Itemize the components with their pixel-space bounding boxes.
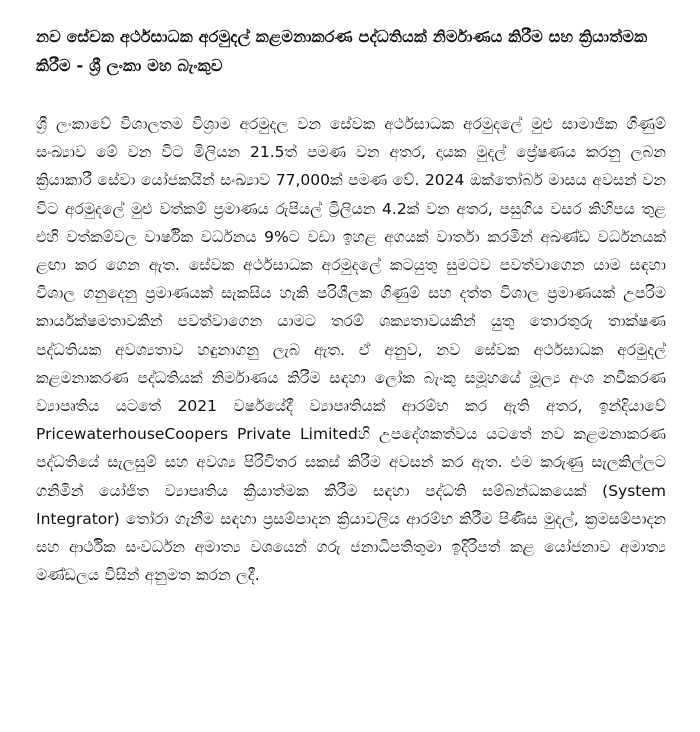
document-title: නව සේවක අර්ථසාධක අරමුදල් කළමනාකරණ පද්ධතියක් නිර්මාණය කිරීම සහ ක්‍රියාත්මක කිරීම - ශ්‍රී ලංකා මහ බැංකුව: [36, 27, 648, 75]
document-body-paragraph: ශ්‍රී ලංකාවේ විශාලතම විශ්‍රාම අරමුදල වන සේවක අර්ථසාධක අරමුදලේ මුළු සාමාජික ගිණුම් සංඛ්‍යාව මේ වන විට මිලියන 21.5ත් පමණ වන අතර, දායක මුදල් ප්‍රේෂණය කරනු ලබන ක්‍රියාකාරී සේවා යෝජකයින් සංඛ්‍යාව 77,000ක් පමණ වේ. 2024 ඔක්තෝබර් මාසය අවසන් වන විට අරමුදලේ මුළු වත්කම් ප්‍රමාණය රුපියල් ට්‍රිලියන 4.2ක් වන අතර, පසුගිය වසර කිහිපය තුළ එහි වත්කම්වල වාර්ෂික වර්ධනය 9%ට වඩා ඉහළ අගයක් වාර්තා කරමින් අඛණ්ඩ වර්ධනයක් ළඟා කර ගෙන ඇත. සේවක අර්ථසාධක අරමුදලේ කටයුතු සුමටව පවත්වාගෙන යාම සඳහා විශාල ගනුදෙනු ප්‍රමාණයක් සැකසිය හැකි පරිශීලක ගිණුම් සහ දත්ත විශාල ප්‍රමාණයක් උපරිම කාර්යක්ෂමතාවකින් පවත්වාගෙන යාමට තරම් ශක්‍යතාවයකින් යුතු තොරතුරු තාක්ෂණ පද්ධතියක අවශ්‍යතාව හඳුනාගනු ලැබ ඇත. ඒ අනුව, නව සේවක අර්ථසාධක අරමුදල් කළමනාකරණ පද්ධතියක් නිර්මාණය කිරීම සඳහා ලෝක බැංකු සමූහයේ මූල්‍ය අංශ නවීකරණ ව්‍යාපෘතිය යටතේ 2021 වර්ෂයේදී ව්‍යාපෘතියක් ආරම්භ කර ඇති අතර, ඉන්දියාවේ PricewaterhouseCoopers Private Limitedහි උපදේශකත්වය යටතේ නව කළමනාකරණ පද්ධතියේ සැලසුම් සහ අවශ්‍ය පිරිවිතර සකස් කිරීම අවසන් කර ඇත. එම කරුණු සැලකිල්ලට ගනිමින් යෝජිත ව්‍යාපෘතිය ක්‍රියාත්මක කිරීම සඳහා පද්ධති සම්බන්ධකයෙක් (System Integrator) තෝරා ගැනීම සඳහා ප්‍රසම්පාදන ක්‍රියාවලිය ආරම්භ කිරීම පිණිස මුදල්, ක්‍රමසම්පාදන සහ ආර්ථික සංවර්ධන අමාත්‍ය වශයෙන් ගරු ජනාධිපතිතුමා ඉදිරිපත් කළ යෝජනාව අමාත්‍ය මණ්ඩලය විසින් අනුමත කරන ලදී.: [36, 115, 666, 585]
